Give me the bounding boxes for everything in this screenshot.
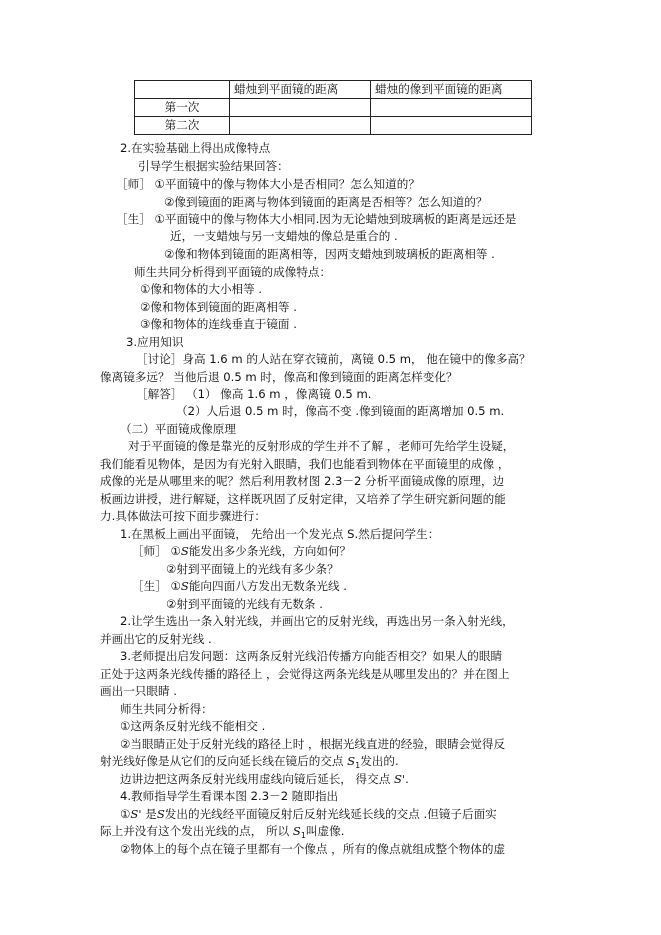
- variable-s: S: [180, 544, 189, 558]
- section-heading: （二）平面镜成像原理: [120, 422, 236, 436]
- text-line: ［生］ ①平面镜中的像与物体大小相同.因为无论蜡烛到玻璃板的距离是远还是: [116, 212, 517, 226]
- text-span: 射光线好像是从它们的反向延长线在镜后的交点: [100, 754, 348, 768]
- text-line: [120, 771, 409, 788]
- table-cell: 第一次: [135, 99, 230, 117]
- text-line: 正处于这两条光线传播的路径上 ，会觉得这两条光线是从哪里发出的？并在图上: [100, 667, 510, 681]
- list-item: ①这两条反射光线不能相交 .: [120, 719, 266, 733]
- text-line: 力.具体做法可按下面步骤进行：: [100, 509, 266, 523]
- section-heading: 2.在实验基础上得出成像特点: [120, 141, 271, 155]
- text-line: （2）人后退 0.5 m 时，像高不变 .像到镜面的距离增加 0.5 m.: [176, 404, 505, 418]
- text-line: ②射到平面镜上的光线有多少条？: [166, 562, 339, 576]
- text-span: 是: [141, 807, 157, 821]
- text-line: [120, 806, 497, 823]
- subscript: 1: [300, 831, 306, 840]
- text-line: [132, 543, 351, 560]
- text-line: 画出一只眼睛 .: [100, 684, 177, 698]
- text-line: 师生共同分析得：: [120, 702, 213, 716]
- list-item: ②像和物体到镜面的距离相等 .: [140, 300, 297, 314]
- text-line: [132, 578, 347, 595]
- table-cell: [371, 117, 532, 135]
- table-cell: [230, 99, 371, 117]
- text-line: 1.在黑板上画出平面镜， 先给出一个发光点 S.然后提问学生：: [120, 527, 440, 541]
- text-line: 引导学生根据实验结果回答：: [138, 159, 289, 173]
- text-span: ①: [120, 807, 131, 821]
- table-row: [135, 99, 532, 117]
- text-line: ［解答］ （1） 像高 1.6 m ，像离镜 0.5 m.: [136, 387, 372, 401]
- text-line: 我们能看见物体，是因为有光射入眼睛，我们也能看到物体在平面镜里的成像 ，: [100, 457, 510, 471]
- text-span: 发出的.: [360, 754, 399, 768]
- table-cell: 第二次: [135, 117, 230, 135]
- variable-s: S: [180, 579, 189, 593]
- table-cell: [371, 99, 532, 117]
- text-line: [100, 753, 399, 770]
- table-cell: [230, 117, 371, 135]
- text-line: ②像到镜面的距离与物体到镜面的距离是否相等？怎么知道的？: [164, 195, 488, 209]
- text-span: 能向四面八方发出无数条光线 .: [188, 579, 347, 593]
- text-line: 并画出它的反射光线 .: [100, 632, 212, 646]
- text-line: 对于平面镜的像是靠光的反射形成的学生并不了解 ，老师可先给学生设疑，: [128, 439, 515, 453]
- text-line: 成像的光是从哪里来的呢？然后利用教材图 2.3－2 分析平面镜成像的原理，边: [100, 474, 505, 488]
- text-line: 2.让学生选出一条入射光线，并画出它的反射光线，再选出另一条入射光线，: [120, 614, 514, 628]
- text-span: 发出的光线经平面镜反射后反射光线延长线的交点 .但镜子后面实: [164, 807, 497, 821]
- text-line: 4.教师指导学生看课本图 2.3－2 随即指出: [120, 789, 339, 803]
- variable-s-prime: S': [394, 772, 406, 786]
- variable-s1: S: [347, 754, 356, 768]
- text-span: 叫虚像.: [305, 824, 345, 838]
- table-row: [135, 117, 532, 135]
- section-heading: 3.应用知识: [126, 335, 184, 349]
- text-line: ②射到平面镜的光线有无数条 .: [166, 597, 323, 611]
- text-line: ［师］ ①平面镜中的像与物体大小是否相同？怎么知道的？: [116, 177, 420, 191]
- table-header-row: [135, 81, 532, 99]
- list-item: ③像和物体的连线垂直于镜面 .: [140, 317, 297, 331]
- text-line: 板画边讲授，进行解疑，这样既巩固了反射定律，又培养了学生研究新问题的能: [100, 492, 506, 506]
- table-header-cell: [135, 81, 230, 99]
- text-line: [100, 823, 344, 840]
- table-header-cell: 蜡烛到平面镜的距离: [230, 81, 371, 99]
- text-line: ②物体上的每个点在镜子里都有一个像点 ，所有的像点就组成整个物体的虚: [120, 842, 506, 856]
- text-span: 能发出多少条光线，方向如何？: [188, 544, 352, 558]
- text-line: 近，一支蜡烛与另一支蜡烛的像总是重合的 .: [170, 229, 398, 243]
- text-line: 像离镜多远？ 当他后退 0.5 m 时，像高和像到镜面的距离怎样变化？: [100, 370, 458, 384]
- text-span: 际上并没有这个发出光线的点， 所以: [100, 824, 293, 838]
- text-span: ［师］ ①: [132, 544, 181, 558]
- variable-s-prime: S': [130, 807, 142, 821]
- text-line: 3.老师提出启发问题：这两条反射光线沿传播方向能否相交？如果人的眼睛: [120, 649, 503, 663]
- text-span: ［生］ ①: [132, 579, 181, 593]
- measurement-table: [134, 80, 532, 135]
- text-span: .: [405, 772, 409, 786]
- variable-s1: S: [292, 824, 301, 838]
- table-header-cell: 蜡烛的像到平面镜的距离: [371, 81, 532, 99]
- subscript: 1: [355, 761, 361, 770]
- text-line: ［讨论］身高 1.6 m 的人站在穿衣镜前，离镜 0.5 m， 他在镜中的像多高？: [136, 352, 531, 366]
- text-span: 边讲边把这两条反射光线用虚线向镜后延长， 得交点: [120, 772, 395, 786]
- variable-s: S: [156, 807, 165, 821]
- text-line: 师生共同分析得到平面镜的成像特点：: [134, 265, 332, 279]
- text-line: ②当眼睛正处于反射光线的路径上时 ，根据光线直进的经验，眼睛会觉得反: [120, 737, 506, 751]
- text-line: ②像和物体到镜面的距离相等，因两支蜡烛到玻璃板的距离相等 .: [164, 247, 495, 261]
- list-item: ①像和物体的大小相等 .: [140, 282, 263, 296]
